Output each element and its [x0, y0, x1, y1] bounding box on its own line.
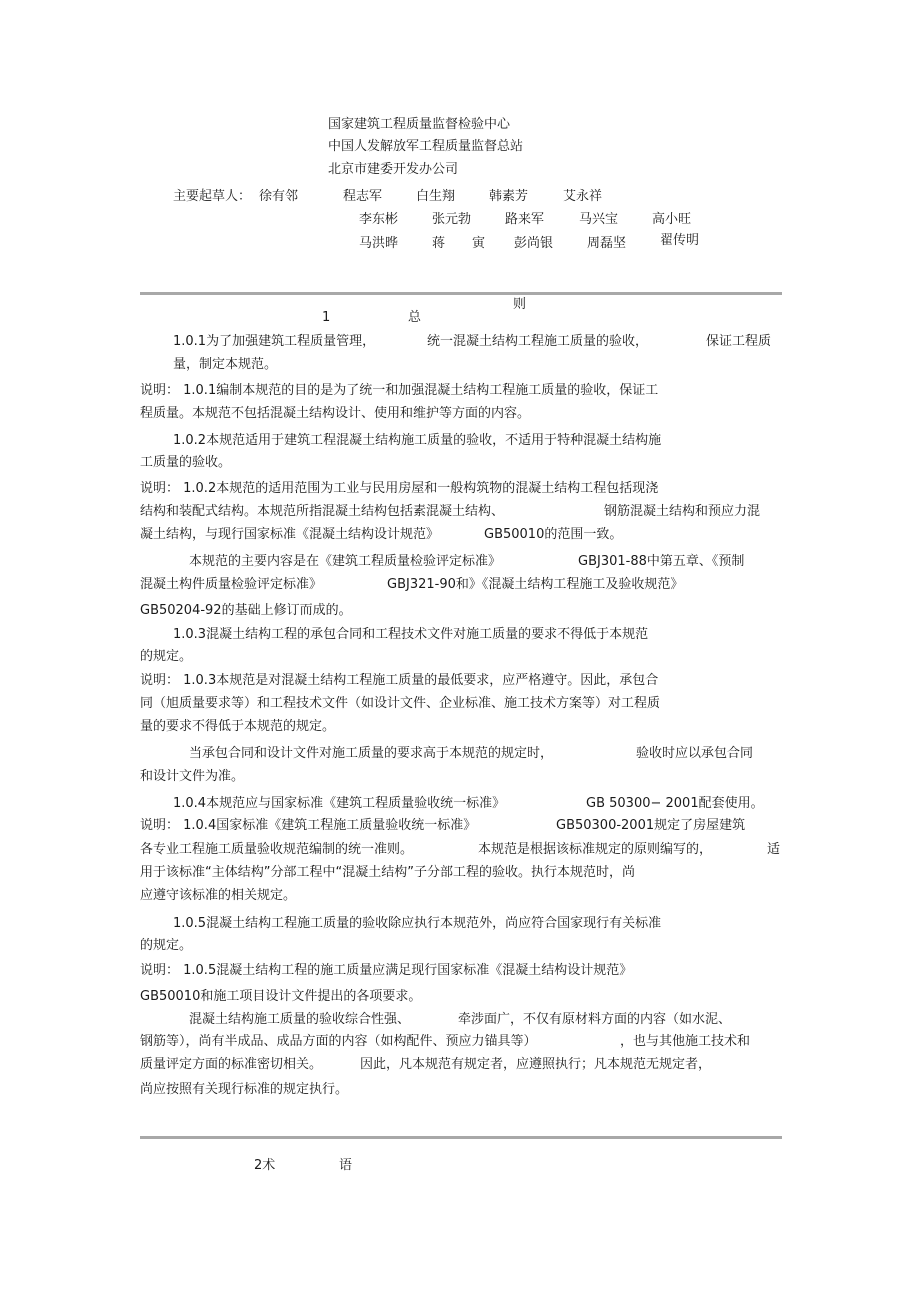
note-line: 说明： 1.0.3本规范是对混凝土结构工程施工质量的最低要求，应严格遵守。因此，承包合: [140, 673, 659, 688]
body-line: GB 50300− 2001配套使用。: [586, 796, 764, 811]
body-line: 1.0.5混凝土结构工程施工质量的验收除应执行本规范外，尚应符合国家现行有关标准: [173, 916, 662, 931]
body-line: 混凝土结构施工质量的验收综合性强、: [189, 1012, 411, 1027]
body-line: 验收时应以承包合同: [636, 746, 754, 761]
section-divider: [140, 292, 782, 295]
drafter-name: 艾永祥: [563, 189, 603, 204]
drafter-name: 寅: [472, 236, 486, 251]
body-line: 工质量的验收。: [140, 455, 232, 470]
note-line: 说明： 1.0.1编制本规范的目的是为了统一和加强混凝土结构工程施工质量的验收，保证工: [140, 383, 659, 398]
note-line: 适: [767, 842, 781, 857]
drafter-name: 张元勃: [432, 212, 472, 227]
note-line: 凝土结构，与现行国家标准《混凝土结构设计规范》: [140, 527, 440, 542]
chapter-title-char: 总: [408, 310, 422, 325]
body-line: 钢筋等），尚有半成品、成品方面的内容（如构配件、预应力锚具等）: [140, 1034, 537, 1049]
note-line: 用于该标准“主体结构”分部工程中“混凝土结构”子分部工程的验收。执行本规范时，尚: [140, 865, 635, 880]
drafter-name: 马洪晔: [359, 236, 399, 251]
body-line: 当承包合同和设计文件对施工质量的要求高于本规范的规定时，: [189, 746, 554, 761]
note-line: GB50010的范围一致。: [484, 527, 623, 542]
body-line: 1.0.1为了加强建筑工程质量管理，: [173, 334, 376, 349]
drafter-name: 周磊坚: [587, 236, 627, 251]
body-line: ，也与其他施工技术和: [620, 1034, 751, 1049]
body-line: GB50204-92的基础上修订而成的。: [140, 603, 352, 618]
note-line: GB50300-2001规定了房屋建筑: [556, 818, 746, 833]
note-line: 各专业工程施工质量验收规范编制的统一准则。: [140, 842, 414, 857]
org-line-3: 北京市建委开发办公司: [328, 162, 459, 177]
body-line: 统一混凝土结构工程施工质量的验收，: [427, 334, 649, 349]
drafters-label: 主要起草人：: [173, 189, 252, 204]
chapter-number: 1: [322, 310, 331, 325]
drafter-name: 彭尚银: [514, 236, 554, 251]
note-line: 同（旭质量要求等）和工程技术文件（如设计文件、企业标准、施工技术方案等）对工程质: [140, 696, 661, 711]
drafter-name: 翟传明: [660, 233, 700, 248]
org-line-2: 中国人发解放军工程质量监督总站: [328, 139, 524, 154]
org-line-1: 国家建筑工程质量监督检验中心: [328, 117, 511, 132]
body-line: 1.0.3混凝土结构工程的承包合同和工程技术文件对施工质量的要求不得低于本规范: [173, 627, 649, 642]
note-line: 钢筋混凝土结构和预应力混: [604, 504, 761, 519]
drafter-name: 路来军: [505, 212, 545, 227]
body-line: 本规范的主要内容是在《建筑工程质量检验评定标准》: [189, 554, 502, 569]
chapter-title-char: 则: [513, 297, 527, 312]
body-line: 牵涉面广，不仅有原材料方面的内容（如水泥、: [458, 1012, 732, 1027]
note-line: 量的要求不得低于本规范的规定。: [140, 719, 336, 734]
drafter-name: 程志军: [343, 189, 383, 204]
body-line: 和设计文件为准。: [140, 769, 245, 784]
note-line: 应遵守该标准的相关规定。: [140, 888, 297, 903]
body-line: 1.0.4本规范应与国家标准《建筑工程质量验收统一标准》: [173, 796, 506, 811]
body-line: 保证工程质: [706, 334, 772, 349]
drafter-name: 李东彬: [359, 212, 399, 227]
body-line: 因此，凡本规范有规定者，应遵照执行；凡本规范无规定者，: [360, 1057, 712, 1072]
drafter-name: 高小旺: [652, 212, 692, 227]
body-line: 的规定。: [140, 649, 193, 664]
drafter-name: 马兴宝: [579, 212, 619, 227]
section-divider: [140, 1136, 782, 1139]
body-line: 量，制定本规范。: [173, 357, 278, 372]
note-line: 程质量。本规范不包括混凝土结构设计、使用和维护等方面的内容。: [140, 406, 531, 421]
note-line: 说明： 1.0.5混凝土结构工程的施工质量应满足现行国家标准《混凝土结构设计规范》: [140, 963, 633, 978]
body-line: 尚应按照有关现行标准的规定执行。: [140, 1082, 349, 1097]
note-line: 说明： 1.0.2本规范的适用范围为工业与民用房屋和一般构筑物的混凝土结构工程包括现浇: [140, 481, 659, 496]
body-line: 混凝土构件质量检验评定标准》: [140, 577, 323, 592]
body-line: 质量评定方面的标准密切相关。: [140, 1057, 323, 1072]
note-line: 说明： 1.0.4国家标准《建筑工程施工质量验收统一标准》: [140, 818, 477, 833]
body-line: 1.0.2本规范适用于建筑工程混凝土结构施工质量的验收，不适用于特种混凝土结构施: [173, 433, 662, 448]
chapter-number-title: 2术: [254, 1158, 276, 1173]
note-line: GB50010和施工项目设计文件提出的各项要求。: [140, 989, 422, 1004]
drafter-name: 蒋: [432, 236, 446, 251]
note-line: 结构和装配式结构。本规范所指混凝土结构包括素混凝土结构、: [140, 504, 505, 519]
chapter-title-char: 语: [339, 1158, 353, 1173]
body-line: GBJ321-90和》《混凝土结构工程施工及验收规范》: [387, 577, 684, 592]
drafter-name: 徐有邻: [259, 189, 299, 204]
body-line: GBJ301-88中第五章、《预制: [578, 554, 745, 569]
drafter-name: 韩素芳: [489, 189, 529, 204]
note-line: 本规范是根据该标准规定的原则编写的，: [478, 842, 713, 857]
drafter-name: 白生翔: [416, 189, 456, 204]
body-line: 的规定。: [140, 938, 193, 953]
